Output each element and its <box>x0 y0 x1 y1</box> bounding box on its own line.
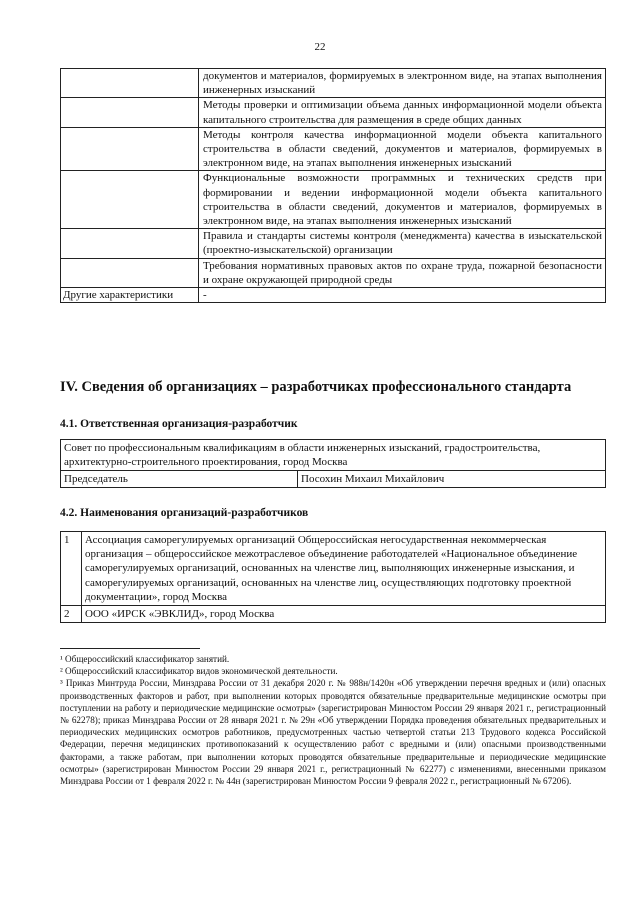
table-cell: документов и материалов, формируемых в электронном виде, на этапах выполнения инженерных изысканий <box>199 69 606 98</box>
table-row <box>61 606 606 623</box>
row-number: 2 <box>61 606 82 623</box>
table-row <box>61 258 606 287</box>
table-cell-left <box>61 98 199 127</box>
table-cell: Правила и стандарты системы контроля (менеджмента) качества в изыскательской (проектно-изыскательской) организации <box>199 229 606 258</box>
table-row <box>61 127 606 171</box>
footnote-divider <box>60 648 200 649</box>
table-cell: Требования нормативных правовых актов по охране труда, пожарной безопасности и охране окружающей природной среды <box>199 258 606 287</box>
table-cell: Методы контроля качества информационной модели объекта капитального строительства в области сведений, документов и материалов, формируемых в электронном виде, на этапах выполнения инженерных изысканий <box>199 127 606 171</box>
table-cell-left <box>61 69 199 98</box>
table-cell-left <box>61 258 199 287</box>
other-characteristics-label: Другие характеристики <box>61 288 199 303</box>
table-cell-left <box>61 171 199 229</box>
table-row <box>61 471 606 488</box>
table-row <box>61 171 606 229</box>
org-name: Ассоциация саморегулируемых организаций Общероссийская негосударственная некоммерческая организация – общероссийское межотраслевое объединение работодателей «Национальное объединение саморегулируемых организаций, основанных на членстве лиц, выполняющих инженерные изыскания, и саморегулируемых организаций, основанных на членстве лиц, осуществляющих подготовку проектной документации», город Москва <box>82 532 606 606</box>
page-number: 22 <box>314 41 326 53</box>
chair-label: Председатель <box>61 471 298 488</box>
footnotes <box>60 653 606 787</box>
table-cell-left <box>61 229 199 258</box>
developer-orgs-table <box>60 531 606 623</box>
table-cell-left <box>61 127 199 171</box>
responsible-org-name: Совет по профессиональным квалификациям в области инженерных изысканий, градостроительства, архитектурно-строительного проектирования, город Москва <box>61 440 606 471</box>
table-row <box>61 98 606 127</box>
chair-name: Посохин Михаил Михайлович <box>298 471 606 488</box>
footnote: ¹ Общероссийский классификатор занятий. <box>60 654 230 664</box>
knowledge-table <box>60 68 606 303</box>
table-row <box>61 440 606 471</box>
table-cell: Методы проверки и оптимизации объема данных информационной модели объекта капитального строительства для размещения в среде общих данных <box>199 98 606 127</box>
footnote: ³ Приказ Минтруда России, Минздрава России от 31 декабря 2020 г. № 988н/1420н «Об утверждении перечня вредных и (или) опасных производственных факторов и работ, при выполнении которых проводятся обязательные предварительные медицинские осмотры при поступлении на работу и периодические медицинские осмотры» (зарегистрирован Минюстом России 29 января 2021 г., регистрационный № 62278); приказ Минздрава России от 28 января 2021 г. № 29н «Об утверждении Порядка проведения обязательных предварительных и периодических медицинских осмотров работников, предусмотренных частью четвертой статьи 213 Трудового кодекса Российской Федерации, перечня медицинских противопоказаний к осуществлению работ с вредными и (или) опасными производственными факторами, а также работам, при выполнении которых проводятся обязательные предварительные и периодические медицинские осмотры» (зарегистрирован Минюстом России 29 января 2021 г., регистрационный № 62277) с изменениями, внесенными приказом Минздрава России от 1 февраля 2022 г. № 44н (зарегистрирован Минюстом России 9 февраля 2022 г., регистрационный № 67206). <box>60 678 606 787</box>
row-number: 1 <box>61 532 82 606</box>
table-row <box>61 532 606 606</box>
table-row <box>61 69 606 98</box>
table-cell: Функциональные возможности программных и технических средств при формировании и ведении информационной модели объекта капитального строительства в области сведений, документов и материалов, формируемых в электронном виде, на этапах выполнения инженерных изысканий <box>199 171 606 229</box>
footnote: ² Общероссийский классификатор видов экономической деятельности. <box>60 666 338 677</box>
section-4-1-title: 4.1. Ответственная организация-разработчик <box>60 418 298 430</box>
table-row <box>61 229 606 258</box>
section-4-2-title: 4.2. Наименования организаций-разработчиков <box>60 507 309 519</box>
section-iv-title: IV. Сведения об организациях – разработчиках профессионального стандарта <box>60 379 572 395</box>
org-name: ООО «ИРСК «ЭВКЛИД», город Москва <box>82 606 606 623</box>
responsible-org-table <box>60 439 606 488</box>
table-row-other <box>61 288 606 303</box>
other-characteristics-value: - <box>199 288 606 303</box>
